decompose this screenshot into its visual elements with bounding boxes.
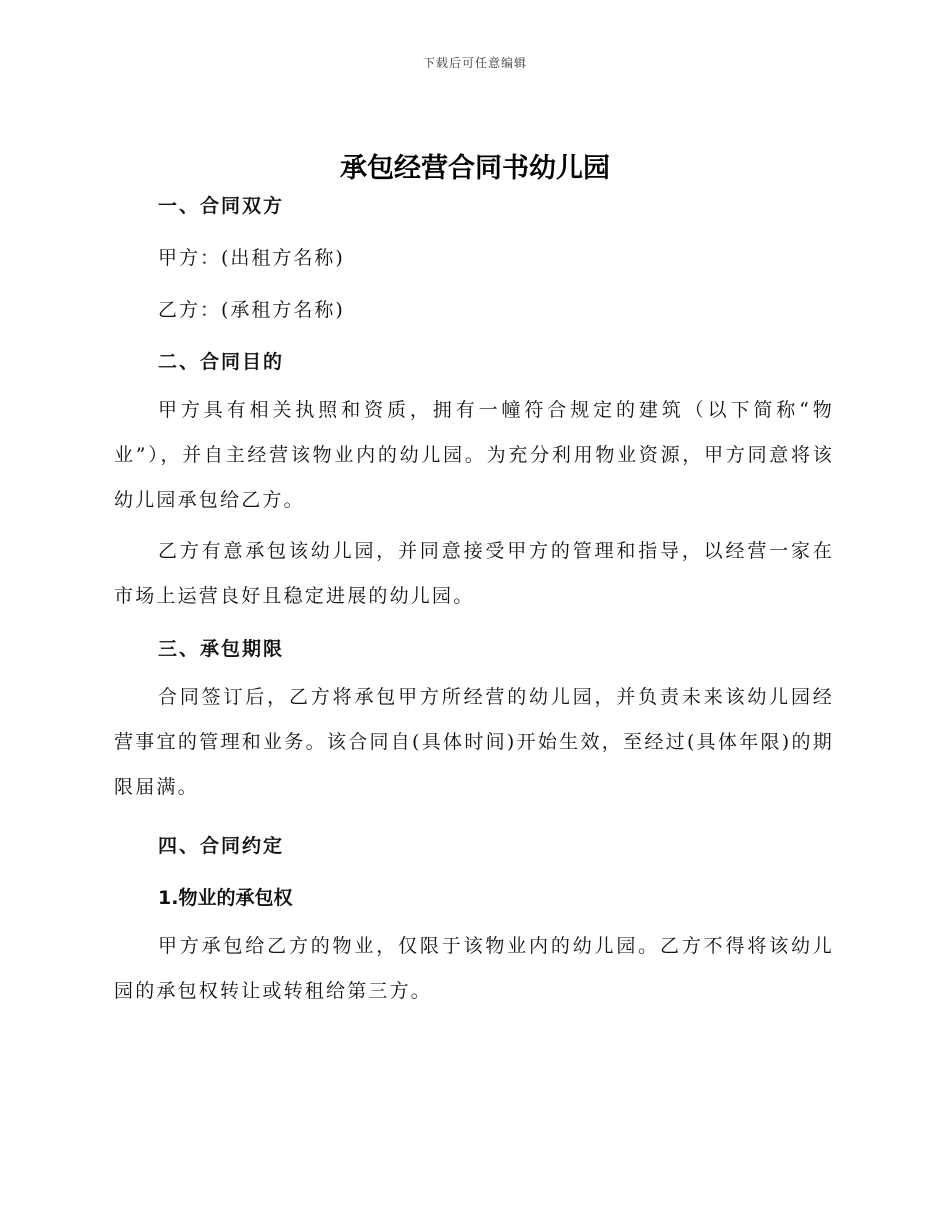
header-note: 下载后可任意编辑 (422, 56, 527, 70)
subheading-contract-right: 1.物业的承包权 (158, 887, 293, 909)
party-b-line: 乙方：(承租方名称) (158, 299, 345, 321)
purpose-paragraph-1: 甲方具有相关执照和资质，拥有一幢符合规定的建筑（以下简称“物业”），并自主经营该物业内的幼儿园。为充分利用物业资源，甲方同意将该幼儿园承包给乙方。 (114, 399, 834, 511)
document-title: 承包经营合同书幼儿园 (340, 153, 610, 184)
section-heading-purpose: 二、合同目的 (158, 351, 285, 373)
party-a-line: 甲方：(出租方名称) (158, 247, 345, 269)
term-paragraph-1: 合同签订后，乙方将承包甲方所经营的幼儿园，并负责未来该幼儿园经营事宜的管理和业务。该合同自(具体时间)开始生效，至经过(具体年限)的期限届满。 (114, 686, 834, 798)
section-heading-parties: 一、合同双方 (158, 195, 285, 217)
agreement-paragraph-1: 甲方承包给乙方的物业，仅限于该物业内的幼儿园。乙方不得将该幼儿园的承包权转让或转租给第三方。 (114, 935, 834, 1002)
section-heading-agreement: 四、合同约定 (158, 835, 285, 857)
section-heading-term: 三、承包期限 (158, 638, 285, 660)
purpose-paragraph-2: 乙方有意承包该幼儿园，并同意接受甲方的管理和指导，以经营一家在市场上运营良好且稳定进展的幼儿园。 (114, 540, 834, 607)
document-body (114, 190, 834, 1014)
